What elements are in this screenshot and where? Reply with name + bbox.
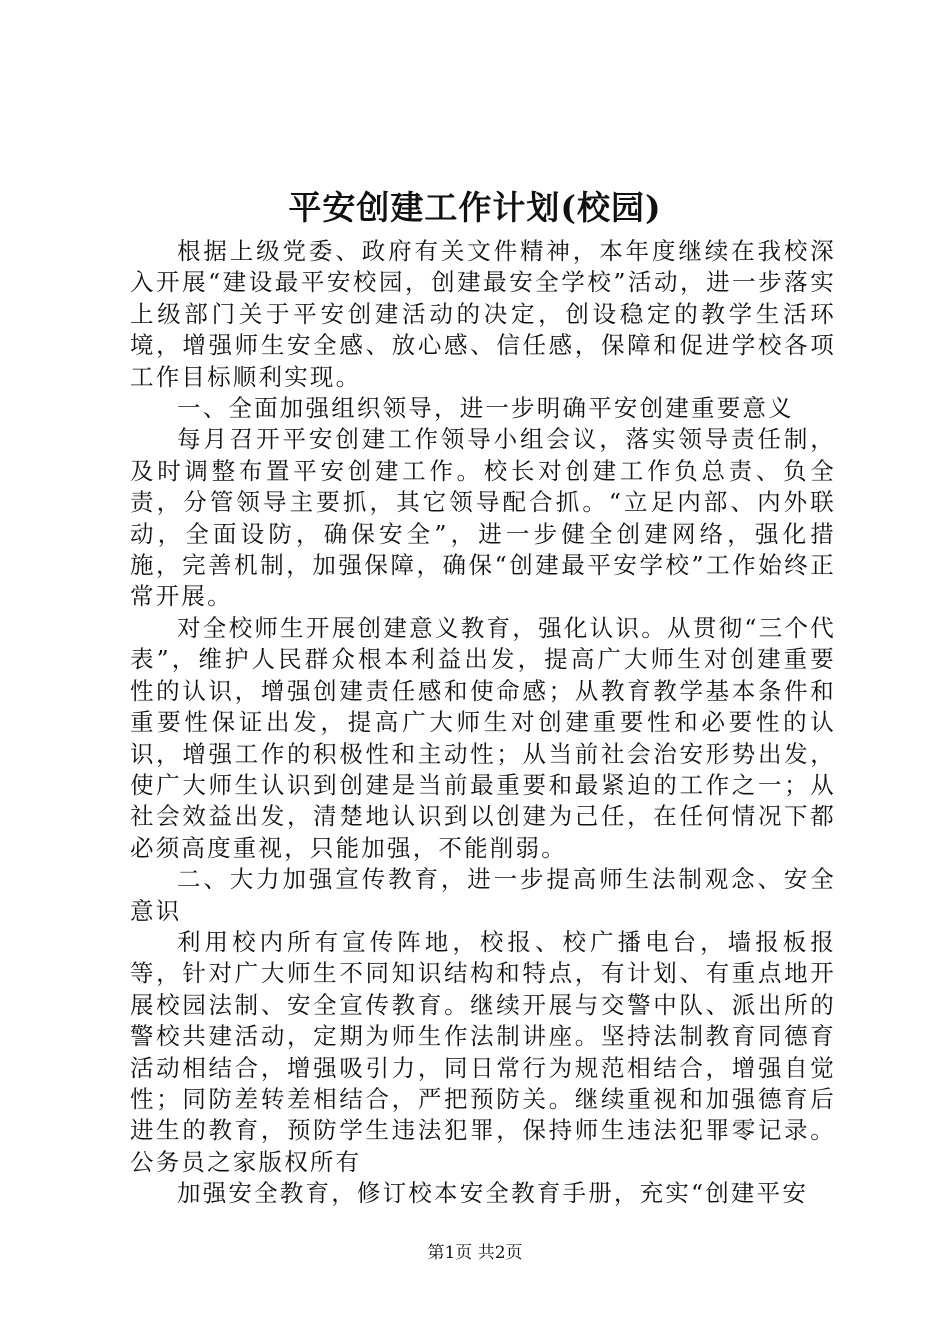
paragraph-publicity: 利用校内所有宣传阵地，校报、校广播电台，墙报板报等，针对广大师生不同知识结构和特点，有计划、有重点地开展校园法制、安全宣传教育。继续开展与交警中队、派出所的警校共建活动，定期为师生作法制讲座。坚持法制教育同德育活动相结合，增强吸引力，同日常行为规范相结合，增强自觉性；同防差转差相结合，严把预防关。继续重视和加强德育后进生的教育，预防学生违法犯罪，保持师生违法犯罪零记录。公务员之家版权所有 xyxy=(130,927,836,1176)
document-body xyxy=(130,236,836,1210)
page-number-footer: 第1页 共2页 xyxy=(427,1243,523,1263)
paragraph-intro: 根据上级党委、政府有关文件精神，本年度继续在我校深入开展“建设最平安校园，创建最安全学校”活动，进一步落实上级部门关于平安创建活动的决定，创设稳定的教学生活环境，增强师生安全感、放心感、信任感，保障和促进学校各项工作目标顺利实现。 xyxy=(130,237,836,391)
section-heading-2: 二、大力加强宣传教育，进一步提高师生法制观念、安全意识 xyxy=(130,865,836,925)
paragraph-safety-education: 加强安全教育，修订校本安全教育手册，充实“创建平安 xyxy=(177,1179,809,1208)
section-heading-1: 一、全面加强组织领导，进一步明确平安创建重要意义 xyxy=(177,394,794,423)
paragraph-leadership: 每月召开平安创建工作领导小组会议，落实领导责任制，及时调整布置平安创建工作。校长对创建工作负总责、负全责，分管领导主要抓，其它领导配合抓。“立足内部、内外联动，全面设防，确保安全”，进一步健全创建网络，强化措施，完善机制，加强保障，确保“创建最平安学校”工作始终正常开展。 xyxy=(130,425,836,611)
document-title: 平安创建工作计划(校园) xyxy=(288,188,662,227)
paragraph-awareness: 对全校师生开展创建意义教育，强化认识。从贯彻“三个代表”，维护人民群众根本利益出发，提高广大师生对创建重要性的认识，增强创建责任感和使命感；从教育教学基本条件和重要性保证出发，提高广大师生对创建重要性和必要性的认识，增强工作的积极性和主动性；从当前社会治安形势出发，使广大师生认识到创建是当前最重要和最紧迫的工作之一；从社会效益出发，清楚地认识到以创建为己任，在任何情况下都必须高度重视，只能加强，不能削弱。 xyxy=(130,613,836,862)
